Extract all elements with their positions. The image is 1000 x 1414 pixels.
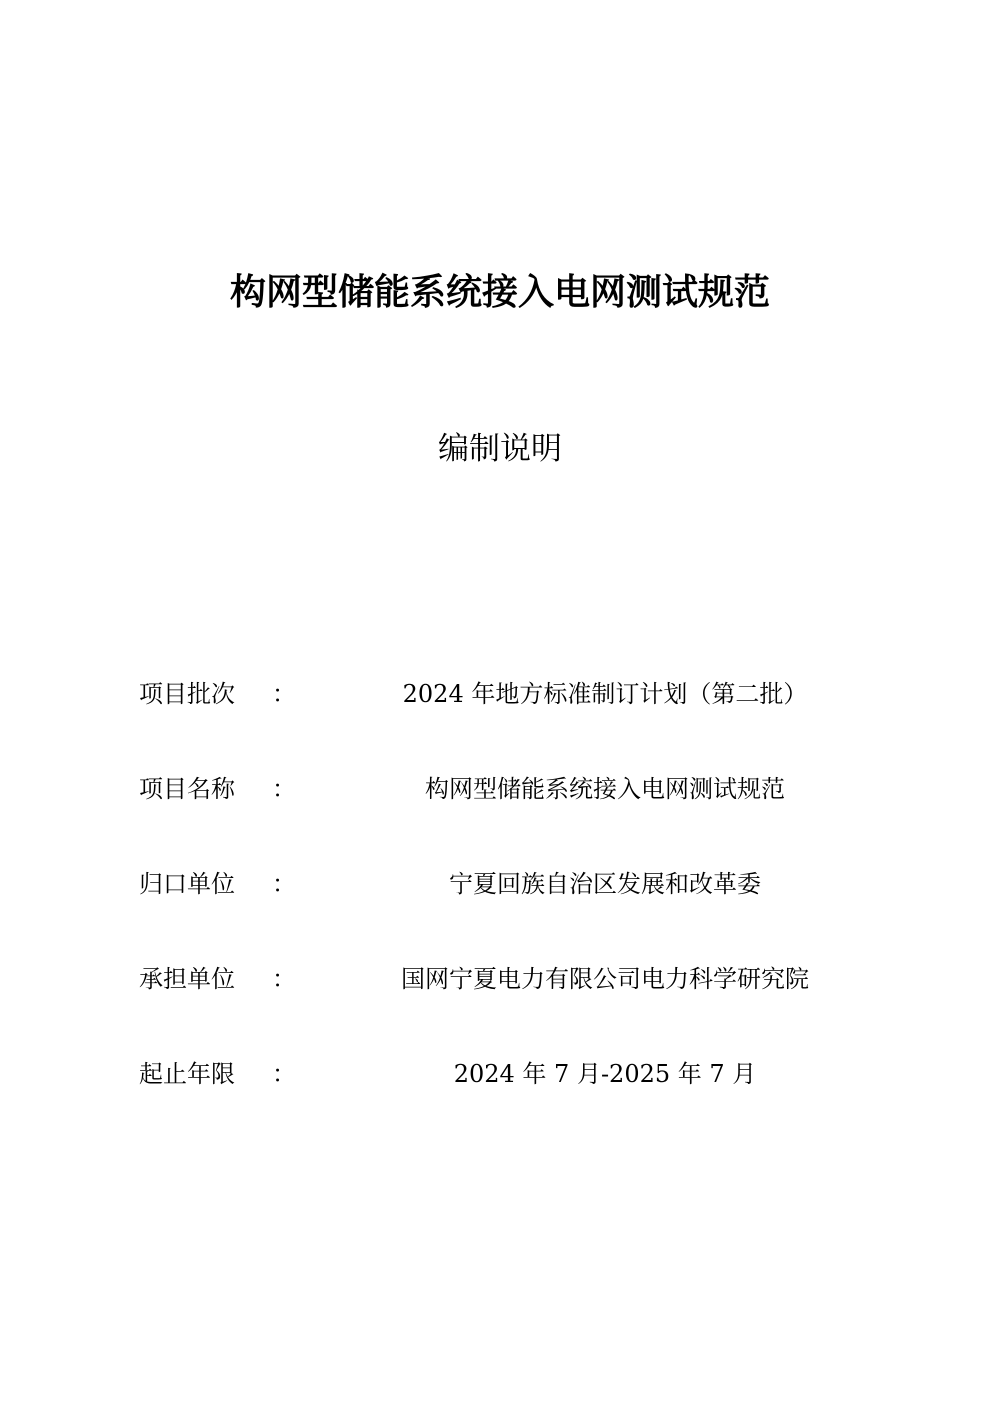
info-colon: ： (272, 1060, 296, 1088)
info-label-undertaker: 承担单位 (139, 965, 235, 993)
info-label-period: 起止年限 (139, 1060, 235, 1088)
info-row-batch (0, 674, 1000, 714)
info-value-period: 2024 年 7 月-2025 年 7 月 (453, 1060, 757, 1088)
info-row-name (0, 769, 1000, 809)
info-row-authority (0, 864, 1000, 904)
document-title: 构网型储能系统接入电网测试规范 (229, 271, 770, 313)
info-value-batch: 2024 年地方标准制订计划（第二批） (402, 680, 808, 708)
info-colon: ： (272, 870, 296, 898)
info-row-undertaker (0, 959, 1000, 999)
document-subtitle: 编制说明 (438, 431, 562, 467)
info-label-name: 项目名称 (139, 775, 235, 803)
info-value-authority: 宁夏回族自治区发展和改革委 (449, 870, 761, 898)
info-value-name: 构网型储能系统接入电网测试规范 (425, 775, 785, 803)
info-label-batch: 项目批次 (139, 680, 235, 708)
info-colon: ： (272, 775, 296, 803)
info-colon: ： (272, 965, 296, 993)
info-value-undertaker: 国网宁夏电力有限公司电力科学研究院 (401, 965, 809, 993)
info-label-authority: 归口单位 (139, 870, 235, 898)
info-row-period (0, 1054, 1000, 1094)
info-colon: ： (272, 680, 296, 708)
